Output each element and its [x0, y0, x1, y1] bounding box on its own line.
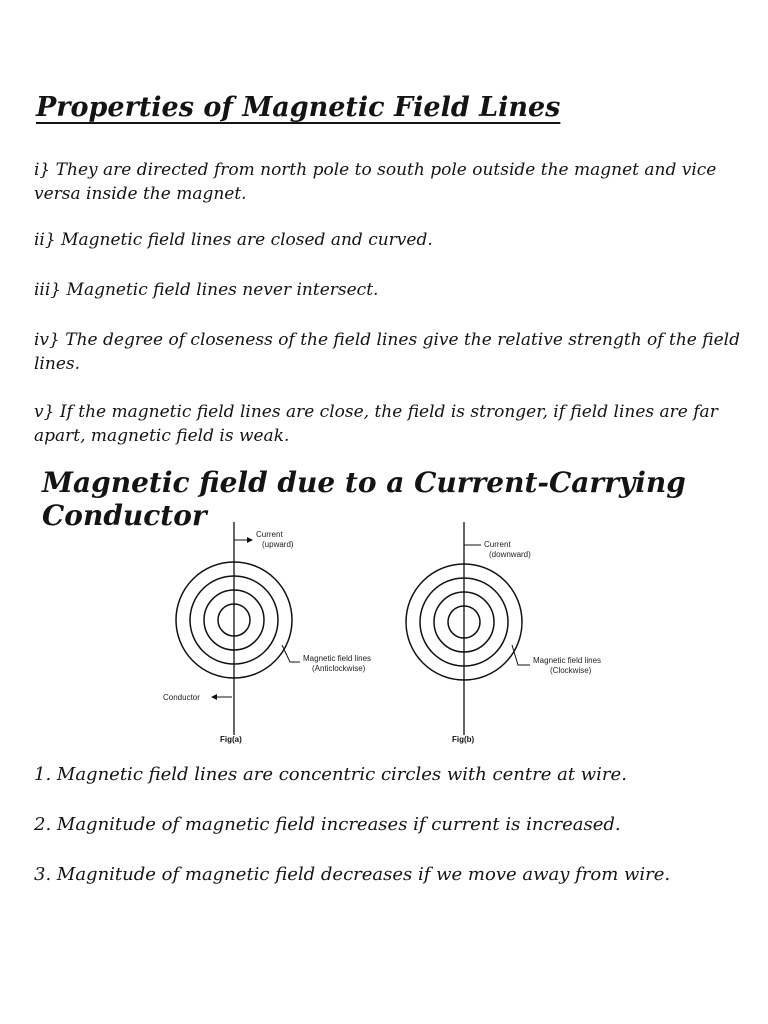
summary-point: 2. Magnitude of magnetic field increases if current is increased. [34, 814, 621, 835]
current-label: Current [484, 540, 511, 549]
field-direction: (Anticlockwise) [312, 664, 366, 673]
current-label: Current [256, 530, 283, 539]
figure-caption: Fig(b) [452, 735, 475, 744]
field-pointer-line [512, 645, 530, 665]
property-item: iv} The degree of closeness of the field lines give the relative strength of the field lines. [34, 330, 740, 374]
figure-caption: Fig(a) [220, 735, 242, 744]
property-item: v} If the magnetic field lines are close, the field is stronger, if field lines are far apart, magnetic field is weak. [34, 402, 718, 446]
property-item: i} They are directed from north pole to south pole outside the magnet and vice versa inside the magnet. [34, 160, 717, 204]
field-label: Magnetic field lines [303, 654, 372, 663]
conductor-label: Conductor [163, 693, 200, 702]
figure-b [406, 522, 601, 744]
property-item: ii} Magnetic field lines are closed and curved. [34, 230, 433, 250]
page-title: Properties of Magnetic Field Lines [36, 92, 561, 123]
section-heading: Magnetic field due to a Current-Carrying Conductor [42, 466, 686, 532]
current-direction: (upward) [262, 540, 294, 549]
current-direction: (downward) [489, 550, 531, 559]
field-label: Magnetic field lines [533, 656, 602, 665]
summary-point: 1. Magnetic field lines are concentric circles with centre at wire. [34, 764, 627, 785]
summary-point: 3. Magnitude of magnetic field decreases if we move away from wire. [34, 864, 671, 885]
property-item: iii} Magnetic field lines never intersect. [34, 280, 379, 300]
field-direction: (Clockwise) [550, 666, 592, 675]
figure-a [163, 522, 371, 744]
